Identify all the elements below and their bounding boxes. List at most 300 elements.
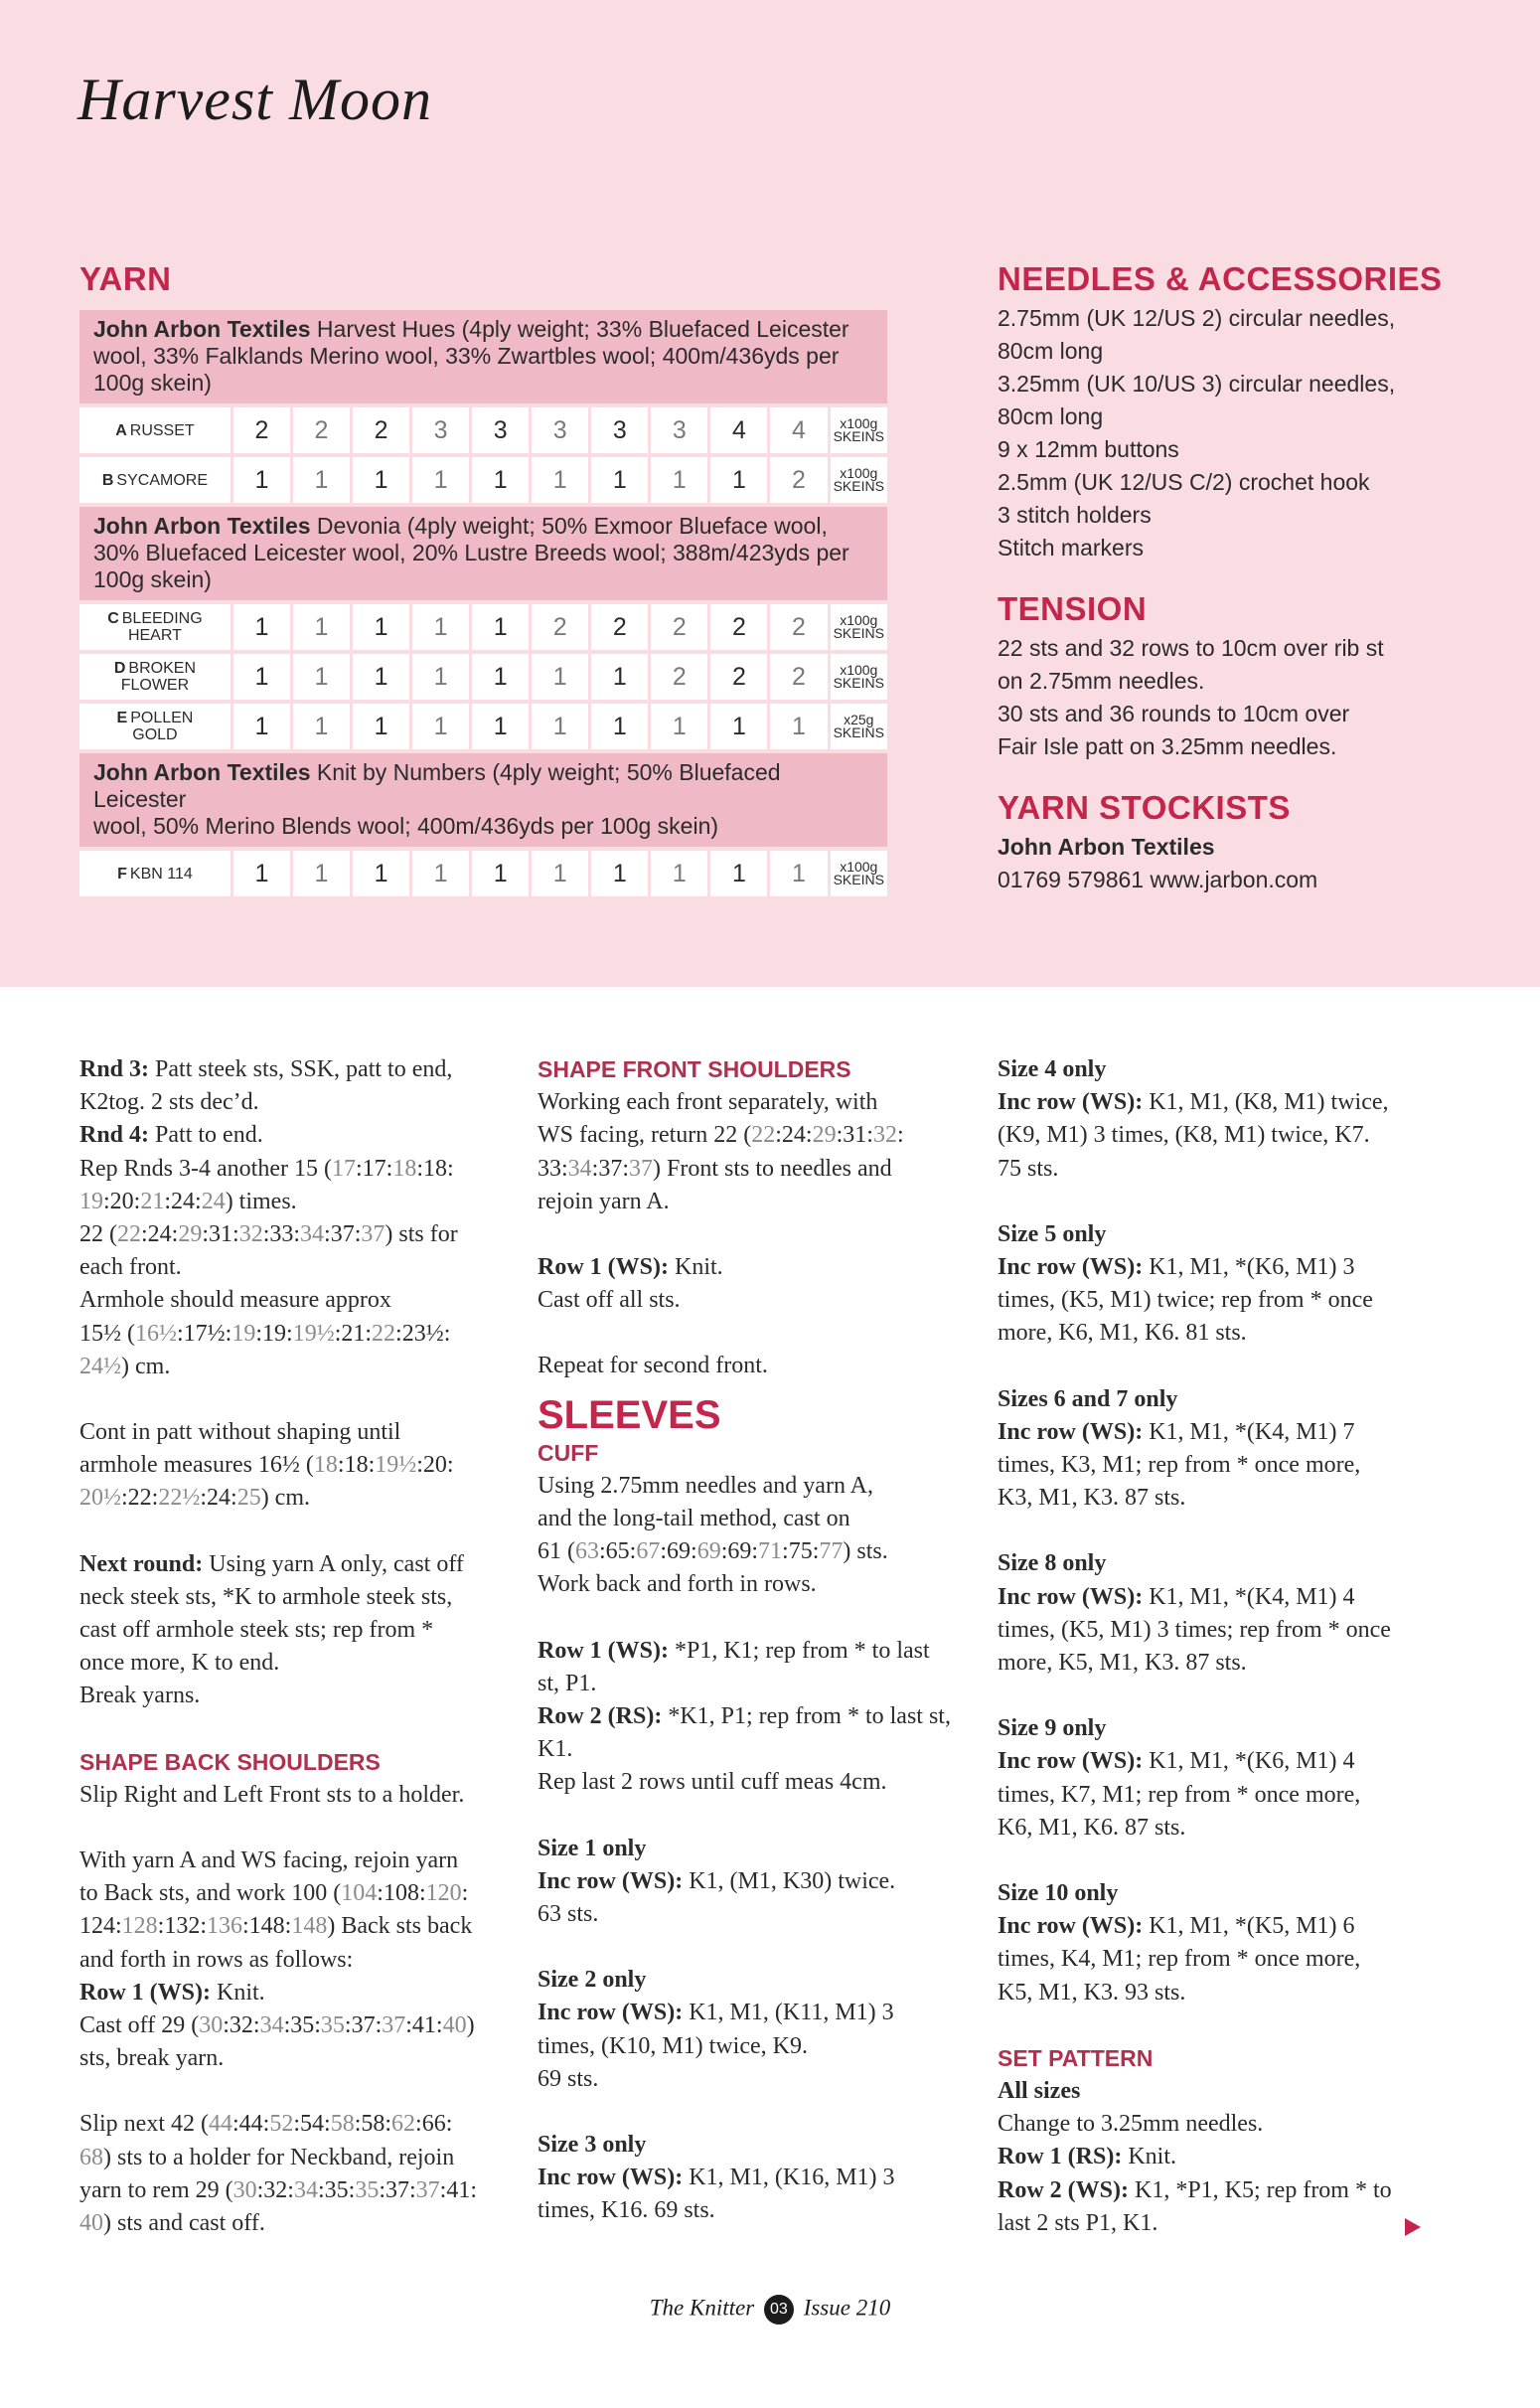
pattern-text: Slip next 42 ( bbox=[79, 2111, 209, 2138]
pattern-text: 19 bbox=[231, 1320, 256, 1347]
pattern-text: 35 bbox=[320, 2012, 345, 2039]
yarn-description bbox=[79, 310, 887, 403]
yarn-quantity-cell: 1 bbox=[651, 704, 707, 749]
pattern-text: 19 bbox=[79, 1188, 103, 1214]
pattern-text: rejoin yarn A. bbox=[538, 1188, 670, 1214]
pattern-text bbox=[998, 2174, 1392, 2207]
pattern-text: each front. bbox=[79, 1254, 182, 1281]
pattern-text bbox=[79, 1186, 477, 1218]
yarn-row bbox=[79, 604, 887, 650]
pattern-text: :41: bbox=[405, 2012, 443, 2039]
yarn-text: Knit by Numbers (4ply weight; 50% Bluefaced Leicester bbox=[93, 759, 781, 812]
pattern-text: ) Back sts back bbox=[327, 1913, 473, 1940]
yarn-quantity-cell: 2 bbox=[293, 407, 350, 453]
yarn-quantity-cell: 2 bbox=[651, 654, 707, 700]
yarn-quantity-cell: 2 bbox=[532, 604, 588, 650]
yarn-text: F bbox=[117, 865, 127, 883]
pattern-text: :35: bbox=[317, 2176, 356, 2203]
pattern-text bbox=[538, 1635, 951, 1668]
needles-line: 80cm long bbox=[998, 403, 1104, 429]
pattern-text: 34 bbox=[259, 2012, 284, 2039]
yarn-quantity-cell: 2 bbox=[770, 457, 827, 503]
yarn-text: D bbox=[113, 660, 126, 677]
yarn-quantity-cell: 1 bbox=[353, 604, 409, 650]
pattern-text: times, K3, M1; rep from * once more, bbox=[998, 1452, 1361, 1479]
yarn-table bbox=[79, 310, 887, 900]
yarn-heading: YARN bbox=[79, 260, 172, 297]
shape-front-shoulders-heading: SHAPE FRONT SHOULDERS bbox=[538, 1056, 851, 1082]
pattern-text: 22 bbox=[751, 1122, 776, 1149]
pattern-text: 18 bbox=[392, 1155, 417, 1182]
pattern-text bbox=[538, 1997, 951, 2029]
yarn-description bbox=[79, 507, 887, 600]
pattern-text: 37 bbox=[629, 1155, 654, 1182]
pattern-column-1 bbox=[79, 1053, 477, 2240]
pattern-text: ) cm. bbox=[121, 1353, 171, 1379]
pattern-text: times, K4, M1; rep from * once more, bbox=[998, 1946, 1361, 1973]
yarn-quantity-cell: 1 bbox=[353, 457, 409, 503]
pattern-text: :21: bbox=[334, 1320, 373, 1347]
pattern-text: Cast off all sts. bbox=[538, 1287, 681, 1314]
pattern-text: Knit. bbox=[1122, 2144, 1176, 2170]
tension-line: Fair Isle patt on 3.25mm needles. bbox=[998, 733, 1337, 759]
pattern-text: Row 2 (WS): bbox=[998, 2176, 1129, 2203]
pattern-text: Patt steek sts, SSK, patt to end, bbox=[149, 1056, 453, 1082]
pattern-text: : bbox=[461, 1880, 469, 1907]
pattern-text: :18: bbox=[337, 1452, 376, 1479]
pattern-text: :108: bbox=[377, 1880, 426, 1907]
pattern-text bbox=[998, 1218, 1392, 1251]
pattern-text: Inc row (WS): bbox=[538, 1867, 684, 1894]
yarn-quantity-cell: 2 bbox=[710, 604, 767, 650]
yarn-quantity-cell: 1 bbox=[591, 457, 648, 503]
pattern-text bbox=[998, 1877, 1392, 1910]
yarn-quantity-cell: 1 bbox=[233, 457, 290, 503]
yarn-text: GOLD bbox=[132, 726, 178, 743]
pattern-text: ) cm. bbox=[260, 1485, 310, 1512]
yarn-text: BLEEDING bbox=[121, 610, 203, 627]
pattern-text: times, K7, M1; rep from * once more, bbox=[998, 1781, 1361, 1808]
yarn-shade-label bbox=[79, 654, 231, 700]
pattern-text: 63 sts. bbox=[538, 1901, 599, 1928]
yarn-quantity-cell: 1 bbox=[591, 704, 648, 749]
yarn-quantity-cell: 1 bbox=[412, 704, 469, 749]
yarn-text: B bbox=[101, 471, 114, 489]
pattern-text: K5, M1, K3. 93 sts. bbox=[998, 1979, 1186, 2006]
pattern-text: Row 2 (RS): bbox=[538, 1703, 663, 1730]
pattern-text: 24 bbox=[201, 1188, 226, 1214]
yarn-text: Harvest Hues (4ply weight; 33% Bluefaced Leicester bbox=[310, 316, 849, 342]
pattern-column-3 bbox=[998, 1053, 1392, 2240]
yarn-quantity-cell: 4 bbox=[710, 407, 767, 453]
pattern-text bbox=[538, 1964, 951, 1997]
pattern-text: ) sts. bbox=[843, 1538, 888, 1565]
pattern-text: Rep last 2 rows until cuff meas 4cm. bbox=[538, 1769, 887, 1796]
yarn-row bbox=[79, 704, 887, 749]
yarn-quantity-cell: 1 bbox=[472, 704, 529, 749]
yarn-text: x25g bbox=[844, 712, 874, 727]
yarn-quantity-cell: 1 bbox=[293, 604, 350, 650]
yarn-quantity-cell: 3 bbox=[651, 407, 707, 453]
pattern-text: Knit. bbox=[211, 1979, 265, 2006]
yarn-quantity-cell: 1 bbox=[233, 604, 290, 650]
pattern-text: Next round: bbox=[79, 1550, 204, 1577]
pattern-text: more, K6, M1, K6. 81 sts. bbox=[998, 1320, 1247, 1347]
pattern-text: 40 bbox=[442, 2012, 467, 2039]
pattern-text bbox=[998, 1251, 1392, 1284]
pattern-text: :18: bbox=[416, 1155, 454, 1182]
pattern-text: Size 4 only bbox=[998, 1056, 1107, 1082]
pattern-text: Break yarns. bbox=[79, 1683, 201, 1709]
pattern-text: :148: bbox=[242, 1913, 292, 1940]
issue-number: Issue 210 bbox=[803, 2295, 891, 2321]
pattern-text: Patt to end. bbox=[149, 1122, 263, 1149]
pattern-text bbox=[79, 2142, 477, 2174]
pattern-text: 68 bbox=[79, 2144, 103, 2170]
tension-list bbox=[998, 632, 1384, 763]
pattern-text: :75: bbox=[782, 1538, 820, 1565]
pattern-text bbox=[79, 1548, 477, 1581]
pattern-text: :132: bbox=[157, 1913, 208, 1940]
pattern-text: :54: bbox=[293, 2111, 331, 2138]
pattern-text: 37 bbox=[361, 1221, 385, 1248]
yarn-text: John Arbon Textiles bbox=[93, 316, 311, 342]
yarn-quantity-cell: 1 bbox=[532, 457, 588, 503]
needles-line: 2.5mm (UK 12/US C/2) crochet hook bbox=[998, 469, 1370, 495]
pattern-text: Inc row (WS): bbox=[998, 1089, 1144, 1116]
pattern-text: : bbox=[896, 1122, 904, 1149]
pattern-text: 34 bbox=[293, 2176, 318, 2203]
yarn-text: SKEINS bbox=[833, 675, 884, 691]
page-footer bbox=[0, 2295, 1540, 2325]
pattern-text bbox=[79, 1053, 477, 1086]
pattern-text: :32: bbox=[256, 2176, 294, 2203]
pattern-text: 34 bbox=[300, 1221, 325, 1248]
stockist-name: John Arbon Textiles bbox=[998, 834, 1215, 860]
yarn-quantity-cell: 1 bbox=[651, 457, 707, 503]
pattern-text: 32 bbox=[872, 1122, 897, 1149]
yarn-row bbox=[79, 407, 887, 453]
yarn-quantity-cell: 2 bbox=[353, 407, 409, 453]
pattern-text: 136 bbox=[207, 1913, 243, 1940]
pattern-text bbox=[79, 1351, 477, 1383]
pattern-text: Inc row (WS): bbox=[998, 1748, 1144, 1775]
pattern-text: sts, break yarn. bbox=[79, 2045, 225, 2072]
yarn-quantity-cell: 3 bbox=[472, 407, 529, 453]
shape-back-shoulders-heading: SHAPE BACK SHOULDERS bbox=[79, 1748, 381, 1775]
needles-list bbox=[998, 302, 1395, 564]
pattern-text: 33: bbox=[538, 1155, 568, 1182]
yarn-quantity-cell: 1 bbox=[532, 851, 588, 896]
pattern-text: 24½ bbox=[79, 1353, 121, 1379]
pattern-text: Change to 3.25mm needles. bbox=[998, 2111, 1264, 2138]
yarn-text: Devonia (4ply weight; 50% Exmoor Blueface wool, bbox=[310, 513, 828, 539]
yarn-quantity-cell: 1 bbox=[651, 851, 707, 896]
pattern-text: Inc row (WS): bbox=[998, 1583, 1144, 1610]
yarn-quantity-cell: 1 bbox=[532, 654, 588, 700]
yarn-quantity-cell: 1 bbox=[412, 654, 469, 700]
yarn-text: 100g skein) bbox=[93, 370, 212, 396]
pattern-text: 104 bbox=[341, 1880, 378, 1907]
pattern-text bbox=[998, 1581, 1392, 1614]
pattern-text: K2tog. 2 sts dec’d. bbox=[79, 1089, 259, 1116]
pattern-text bbox=[998, 1745, 1392, 1778]
yarn-shade-label bbox=[79, 604, 231, 650]
yarn-quantity-cell: 2 bbox=[651, 604, 707, 650]
pattern-text: Size 10 only bbox=[998, 1880, 1119, 1907]
pattern-text: 32 bbox=[238, 1221, 263, 1248]
yarn-text: BROKEN bbox=[128, 660, 196, 677]
yarn-quantity-cell: 4 bbox=[770, 407, 827, 453]
yarn-text: wool, 33% Falklands Merino wool, 33% Zwartbles wool; 400m/436yds per bbox=[93, 343, 840, 369]
pattern-text: 44 bbox=[209, 2111, 232, 2138]
pattern-text: Row 1 (WS): bbox=[79, 1979, 211, 2006]
yarn-text: SKEINS bbox=[833, 625, 884, 641]
yarn-unit-cell bbox=[831, 704, 888, 749]
pattern-text bbox=[998, 1053, 1392, 1086]
pattern-text: :41: bbox=[439, 2176, 477, 2203]
pattern-text: 52 bbox=[269, 2111, 294, 2138]
pattern-column-2 bbox=[538, 1053, 951, 2228]
pattern-text: 22 bbox=[117, 1221, 141, 1248]
tension-line: on 2.75mm needles. bbox=[998, 668, 1205, 694]
yarn-text: A bbox=[115, 421, 127, 439]
pattern-text: 148 bbox=[291, 1913, 328, 1940]
pattern-text bbox=[79, 1449, 477, 1482]
yarn-unit-cell bbox=[831, 407, 888, 453]
pattern-text: K1, M1, *(K6, M1) 4 bbox=[1143, 1748, 1355, 1775]
pattern-text: Row 1 (RS): bbox=[998, 2144, 1123, 2170]
yarn-text: x100g bbox=[840, 662, 878, 678]
pattern-text: 69 sts. bbox=[538, 2065, 599, 2092]
yarn-quantity-cell: 3 bbox=[412, 407, 469, 453]
yarn-text: SYCAMORE bbox=[116, 471, 208, 489]
pattern-text: Repeat for second front. bbox=[538, 1353, 768, 1379]
yarn-quantity-cell: 1 bbox=[293, 704, 350, 749]
pattern-text: 35 bbox=[355, 2176, 380, 2203]
needles-line: 9 x 12mm buttons bbox=[998, 436, 1179, 462]
pattern-text: :22: bbox=[121, 1485, 159, 1512]
pattern-text bbox=[538, 1700, 951, 1733]
yarn-quantity-cell: 3 bbox=[532, 407, 588, 453]
needles-line: 80cm long bbox=[998, 338, 1104, 364]
pattern-text: :24: bbox=[775, 1122, 813, 1149]
pattern-text: ) sts to a holder for Neckband, rejoin bbox=[103, 2144, 455, 2170]
pattern-text: 29 bbox=[178, 1221, 203, 1248]
pattern-text: 128 bbox=[121, 1913, 158, 1940]
yarn-unit-cell bbox=[831, 457, 888, 503]
pattern-text: yarn to rem 29 ( bbox=[79, 2176, 233, 2203]
pattern-text: 25 bbox=[236, 1485, 261, 1512]
yarn-row bbox=[79, 654, 887, 700]
pattern-text: :24: bbox=[200, 1485, 237, 1512]
needles-line: 3.25mm (UK 10/US 3) circular needles, bbox=[998, 371, 1396, 397]
needles-line: 2.75mm (UK 12/US 2) circular needles, bbox=[998, 305, 1396, 331]
pattern-text: 120 bbox=[425, 1880, 462, 1907]
stockists-info bbox=[998, 831, 1317, 896]
pattern-text: 34 bbox=[567, 1155, 592, 1182]
yarn-quantity-cell: 1 bbox=[472, 457, 529, 503]
yarn-quantity-cell: 1 bbox=[710, 851, 767, 896]
yarn-shade-label bbox=[79, 851, 231, 896]
pattern-text: armhole measures 16½ ( bbox=[79, 1452, 314, 1479]
pattern-text: Size 2 only bbox=[538, 1967, 647, 1994]
pattern-text: ) Front sts to needles and bbox=[653, 1155, 892, 1182]
pattern-text: Knit. bbox=[669, 1254, 723, 1281]
pattern-text: With yarn A and WS facing, rejoin yarn bbox=[79, 1847, 459, 1874]
yarn-quantity-cell: 1 bbox=[353, 704, 409, 749]
pattern-text: 30 bbox=[199, 2012, 224, 2039]
pattern-text: Rep Rnds 3-4 another 15 ( bbox=[79, 1155, 332, 1182]
pattern-text: :44: bbox=[232, 2111, 270, 2138]
yarn-text: RUSSET bbox=[129, 421, 195, 439]
yarn-text: John Arbon Textiles bbox=[93, 759, 311, 785]
yarn-row bbox=[79, 457, 887, 503]
pattern-text bbox=[79, 2207, 477, 2240]
pattern-text: 71 bbox=[758, 1538, 783, 1565]
pattern-text: K1, M1, (K8, M1) twice, bbox=[1143, 1089, 1389, 1116]
pattern-text: Size 1 only bbox=[538, 1835, 647, 1861]
pattern-text: Sizes 6 and 7 only bbox=[998, 1385, 1178, 1412]
pattern-text: 20½ bbox=[79, 1485, 121, 1512]
pattern-text: ) sts and cast off. bbox=[103, 2210, 265, 2237]
pattern-text: K1, M1, (K16, M1) 3 bbox=[683, 2165, 895, 2191]
yarn-quantity-cell: 3 bbox=[591, 407, 648, 453]
yarn-shade-label bbox=[79, 704, 231, 749]
pattern-text bbox=[538, 1865, 951, 1898]
tension-line: 30 sts and 36 rounds to 10cm over bbox=[998, 701, 1350, 726]
pattern-text: Size 3 only bbox=[538, 2132, 647, 2159]
tension-line: 22 sts and 32 rows to 10cm over rib st bbox=[998, 635, 1384, 661]
yarn-quantity-cell: 1 bbox=[532, 704, 588, 749]
pattern-text: :69: bbox=[720, 1538, 759, 1565]
yarn-quantity-cell: 1 bbox=[472, 654, 529, 700]
pattern-text: 61 ( bbox=[538, 1538, 575, 1565]
yarn-text: SKEINS bbox=[833, 872, 884, 887]
pattern-text: 18 bbox=[313, 1452, 338, 1479]
yarn-quantity-cell: 1 bbox=[710, 704, 767, 749]
pattern-text: 19½ bbox=[292, 1320, 335, 1347]
pattern-text bbox=[79, 1153, 477, 1186]
needles-line: Stitch markers bbox=[998, 535, 1144, 561]
pattern-text: K1. bbox=[538, 1736, 573, 1763]
pattern-text bbox=[998, 1086, 1392, 1119]
pattern-text: *K1, P1; rep from * to last st, bbox=[662, 1703, 951, 1730]
pattern-text: Row 1 (WS): bbox=[538, 1637, 669, 1664]
pattern-text: K1, M1, *(K5, M1) 6 bbox=[1143, 1913, 1355, 1940]
pattern-text: once more, K to end. bbox=[79, 1650, 280, 1677]
pattern-text bbox=[998, 1547, 1392, 1580]
continue-arrow-icon bbox=[1405, 2218, 1421, 2236]
yarn-text: John Arbon Textiles bbox=[93, 513, 311, 539]
yarn-quantity-cell: 2 bbox=[233, 407, 290, 453]
yarn-text: x100g bbox=[840, 859, 878, 875]
pattern-text: 15½ ( bbox=[79, 1320, 135, 1347]
pattern-text: Inc row (WS): bbox=[998, 1254, 1144, 1281]
pattern-text bbox=[538, 2129, 951, 2162]
pattern-text: 21 bbox=[140, 1188, 165, 1214]
pattern-text: :17½: bbox=[177, 1320, 232, 1347]
pattern-text bbox=[998, 2075, 1392, 2108]
pattern-text: 22½ bbox=[158, 1485, 201, 1512]
pattern-text: to Back sts, and work 100 ( bbox=[79, 1880, 342, 1907]
pattern-text: K1, M1, *(K6, M1) 3 bbox=[1143, 1254, 1355, 1281]
page-title: Harvest Moon bbox=[77, 67, 432, 132]
yarn-unit-cell bbox=[831, 654, 888, 700]
yarn-quantity-cell: 1 bbox=[472, 604, 529, 650]
yarn-text: x100g bbox=[840, 415, 878, 431]
pattern-text: :20: bbox=[416, 1452, 454, 1479]
yarn-text: E bbox=[116, 710, 128, 726]
pattern-text: :65: bbox=[599, 1538, 637, 1565]
pattern-text bbox=[538, 2162, 951, 2194]
pattern-text: :17: bbox=[355, 1155, 393, 1182]
yarn-quantity-cell: 1 bbox=[770, 851, 827, 896]
pattern-text: Inc row (WS): bbox=[538, 2165, 684, 2191]
pattern-text: Inc row (WS): bbox=[998, 1418, 1144, 1445]
pattern-text: 19½ bbox=[375, 1452, 417, 1479]
yarn-text: wool, 50% Merino Blends wool; 400m/436yds per 100g skein) bbox=[93, 813, 719, 839]
pattern-text: Using 2.75mm needles and yarn A, bbox=[538, 1472, 873, 1499]
page-number-badge: 03 bbox=[764, 2295, 794, 2325]
pattern-text: :58: bbox=[354, 2111, 392, 2138]
sleeves-heading: SLEEVES bbox=[538, 1392, 721, 1437]
pattern-text bbox=[79, 1910, 477, 1943]
yarn-quantity-cell: 1 bbox=[233, 851, 290, 896]
yarn-quantity-cell: 1 bbox=[233, 704, 290, 749]
yarn-text: 100g skein) bbox=[93, 566, 212, 592]
pattern-text: 75 sts. bbox=[998, 1155, 1059, 1182]
tension-heading: TENSION bbox=[998, 590, 1148, 627]
pattern-text: K1, (M1, K30) twice. bbox=[683, 1867, 896, 1894]
pattern-text: K1, *P1, K5; rep from * to bbox=[1129, 2176, 1392, 2203]
pattern-text: 16½ bbox=[135, 1320, 177, 1347]
pattern-text: 67 bbox=[636, 1538, 661, 1565]
pattern-text: :33: bbox=[262, 1221, 301, 1248]
pattern-text: :23½: bbox=[395, 1320, 451, 1347]
pattern-text: neck steek sts, *K to armhole steek sts, bbox=[79, 1583, 453, 1610]
yarn-quantity-cell: 1 bbox=[591, 654, 648, 700]
pattern-text bbox=[538, 1153, 951, 1186]
pattern-text bbox=[538, 1119, 951, 1152]
pattern-text: times, (K10, M1) twice, K9. bbox=[538, 2032, 808, 2059]
pattern-text: :24: bbox=[141, 1221, 179, 1248]
yarn-quantity-cell: 1 bbox=[233, 654, 290, 700]
needles-line: 3 stitch holders bbox=[998, 502, 1152, 528]
yarn-quantity-cell: 1 bbox=[412, 851, 469, 896]
pattern-text: Armhole should measure approx bbox=[79, 1287, 391, 1314]
yarn-text: SKEINS bbox=[833, 478, 884, 494]
yarn-text: SKEINS bbox=[833, 724, 884, 740]
pattern-text: :31: bbox=[202, 1221, 239, 1248]
yarn-quantity-cell: 1 bbox=[472, 851, 529, 896]
pattern-text: 62 bbox=[391, 2111, 416, 2138]
yarn-quantity-cell: 1 bbox=[591, 851, 648, 896]
yarn-shade-label bbox=[79, 457, 231, 503]
magazine-name: The Knitter bbox=[649, 2295, 755, 2321]
yarn-text: FLOWER bbox=[120, 677, 190, 694]
yarn-text: 30% Bluefaced Leicester wool, 20% Lustre Breeds wool; 388m/423yds per bbox=[93, 540, 849, 565]
pattern-text: K1, M1, *(K4, M1) 7 bbox=[1143, 1418, 1355, 1445]
pattern-text bbox=[538, 1535, 951, 1568]
pattern-text: Using yarn A only, cast off bbox=[203, 1550, 464, 1577]
pattern-text: and forth in rows as follows: bbox=[79, 1946, 354, 1973]
pattern-text: 69 bbox=[696, 1538, 721, 1565]
pattern-text bbox=[79, 1482, 477, 1515]
pattern-text: ) times. bbox=[225, 1188, 297, 1214]
pattern-text: K3, M1, K3. 87 sts. bbox=[998, 1485, 1186, 1512]
pattern-text bbox=[79, 1977, 477, 2009]
